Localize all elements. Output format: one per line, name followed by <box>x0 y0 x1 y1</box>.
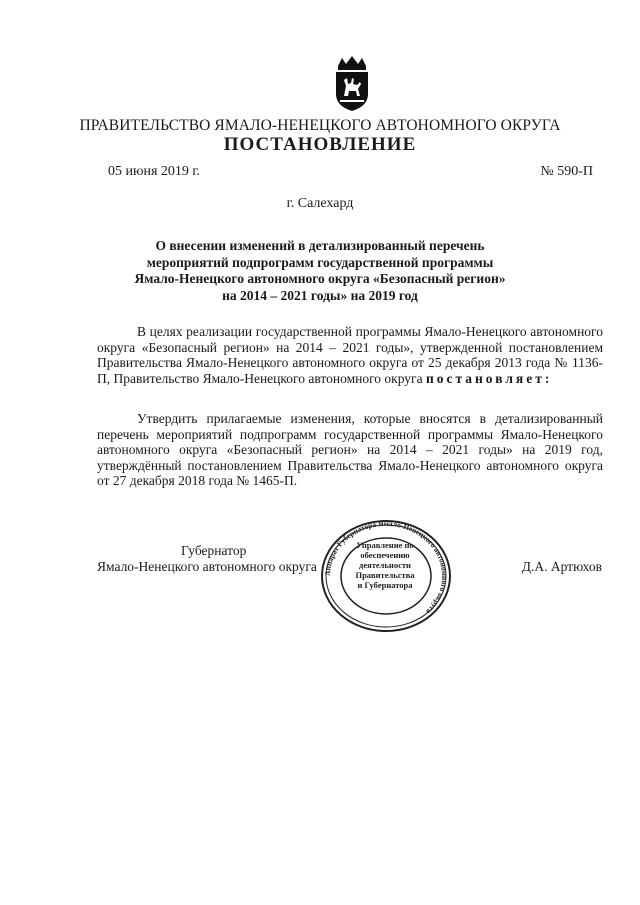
paragraph-text: В целях реализации государственной программы Ямало-Ненецкого автономного округа «Безопасный регион» на 2014 – 2021 годы», утвержденной постановлением Правительства Ямало-Ненецкого автономного округа от 25 декабря 2013 года № 1136-П, Правительство Ямало-Ненецкого автономного округа <box>97 324 603 386</box>
stamp-center-text <box>342 540 428 590</box>
document-title <box>0 238 640 304</box>
signatory-name: Д.А. Артюхов <box>521 559 602 574</box>
position-line: Ямало-Ненецкого автономного округа <box>97 559 317 574</box>
stamp-line: и Губернатора <box>357 580 413 590</box>
body-paragraph <box>97 411 603 489</box>
stamp-line: Правительства <box>355 570 415 580</box>
stamp-ring-text: Аппарат Губернатора Ямало-Ненецкого автономного округа <box>322 518 450 617</box>
paragraph-text: Утвердить прилагаемые изменения, которые вносятся в детализированный перечень мероприятий подпрограмм государственной программы Ямало-Ненецкого автономного округа «Безопасный регион» на 2014 – 2021 годы» на 2019 год, утверждённый постановлением Правительства Ямало-Ненецкого автономного округа от 27 декабря 2018 года № 1465-П. <box>97 411 603 488</box>
government-name: ПРАВИТЕЛЬСТВО ЯМАЛО-НЕНЕЦКОГО АВТОНОМНОГО ОКРУГА <box>79 117 561 134</box>
body-paragraph <box>97 324 603 386</box>
document-city: г. Салехард <box>286 196 354 211</box>
title-line: на 2014 – 2021 годы» на 2019 год <box>222 287 418 303</box>
title-line: мероприятий подпрограмм государственной программы <box>146 254 494 270</box>
title-line: Ямало-Ненецкого автономного округа «Безопасный регион» <box>134 271 506 286</box>
document-type: ПОСТАНОВЛЕНИЕ <box>223 134 417 155</box>
stamp-line: деятельности <box>359 560 411 570</box>
position-line: Губернатор <box>181 543 247 558</box>
stamp-line: обеспечению <box>360 550 410 560</box>
resolution-keyword: постановляет: <box>425 370 553 386</box>
document-date: 05 июня 2019 г. <box>108 164 201 179</box>
coat-of-arms-icon <box>330 56 374 112</box>
document-number: № 590-П <box>540 164 593 179</box>
stamp-line: Управление по <box>356 540 414 550</box>
title-line: О внесении изменений в детализированный перечень <box>155 238 485 253</box>
